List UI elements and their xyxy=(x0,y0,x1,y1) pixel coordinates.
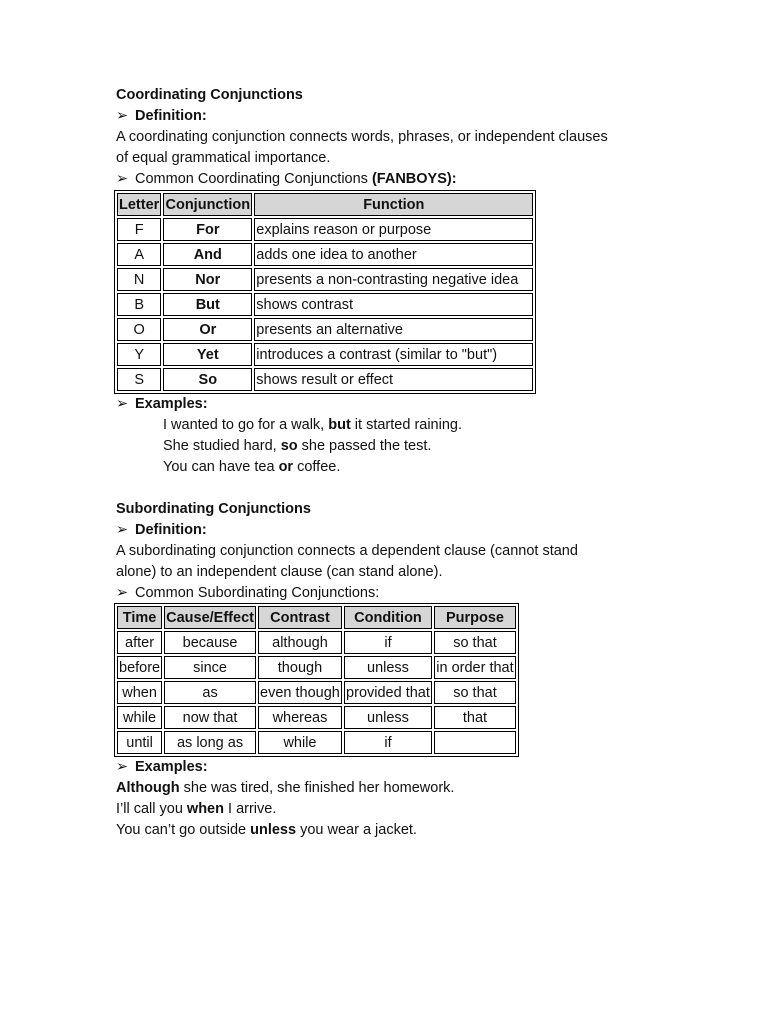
table-cell: when xyxy=(117,681,162,704)
arrowhead-bullet-icon: ➢ xyxy=(116,521,129,538)
example-text: she was tired, she finished her homework. xyxy=(179,780,455,797)
document-page xyxy=(116,85,676,841)
conjunction-cell: So xyxy=(163,368,252,391)
letter-cell: A xyxy=(117,243,161,266)
arrowhead-bullet-icon: ➢ xyxy=(116,170,129,187)
function-cell: presents an alternative xyxy=(254,318,533,341)
column-header-contrast: Contrast xyxy=(258,606,342,629)
column-header-time: Time xyxy=(117,606,162,629)
table-cell: because xyxy=(164,631,256,654)
letter-cell: F xyxy=(117,218,161,241)
table-row xyxy=(117,368,533,391)
fanboys-table xyxy=(114,190,536,394)
definition-label: Definition: xyxy=(135,521,207,538)
arrowhead-bullet-icon: ➢ xyxy=(116,396,129,413)
table-cell: as long as xyxy=(164,731,256,754)
table-cell: that xyxy=(434,706,516,729)
example-keyword: when xyxy=(186,801,224,818)
conjunction-cell: And xyxy=(163,243,252,266)
table-row xyxy=(117,243,533,266)
table-cell: if xyxy=(344,631,432,654)
letter-cell: B xyxy=(117,293,161,316)
table-row xyxy=(117,706,516,729)
arrowhead-bullet-icon: ➢ xyxy=(116,759,129,776)
example-sentence xyxy=(116,820,676,841)
column-header-purpose: Purpose xyxy=(434,606,516,629)
table-header-row xyxy=(117,606,516,629)
table-header-row xyxy=(117,193,533,216)
table-cell: if xyxy=(344,731,432,754)
letter-cell: Y xyxy=(117,343,161,366)
coordinating-heading: Coordinating Conjunctions xyxy=(116,87,303,103)
example-text: you wear a jacket. xyxy=(296,822,417,839)
function-cell: introduces a contrast (similar to "but") xyxy=(254,343,533,366)
table-row xyxy=(117,318,533,341)
table-row xyxy=(117,218,533,241)
conjunction-cell: Nor xyxy=(163,268,252,291)
example-text: I arrive. xyxy=(223,801,277,818)
subordinating-common-label-line xyxy=(116,583,676,604)
arrowhead-bullet-icon: ➢ xyxy=(116,584,129,601)
example-sentence xyxy=(116,457,676,478)
example-sentence xyxy=(116,778,676,799)
fanboys-label: (FANBOYS): xyxy=(371,170,457,187)
subordinating-examples-label-line xyxy=(116,757,676,778)
table-row xyxy=(117,681,516,704)
example-sentence xyxy=(116,436,676,457)
table-row xyxy=(117,343,533,366)
table-cell: unless xyxy=(344,706,432,729)
subordinating-definition-label-line xyxy=(116,520,676,541)
table-cell: even though xyxy=(258,681,342,704)
conjunction-cell: But xyxy=(163,293,252,316)
function-cell: explains reason or purpose xyxy=(254,218,533,241)
subordinating-definition-line-1: A subordinating conjunction connects a dependent clause (cannot stand xyxy=(116,542,578,559)
table-cell: since xyxy=(164,656,256,679)
example-keyword: unless xyxy=(250,822,297,839)
letter-cell: N xyxy=(117,268,161,291)
table-cell-empty xyxy=(434,731,516,754)
table-row xyxy=(117,293,533,316)
coordinating-definition-line-1: A coordinating conjunction connects words, phrases, or independent clauses xyxy=(116,128,608,145)
table-row xyxy=(117,631,516,654)
section-spacer xyxy=(116,478,676,499)
table-cell: after xyxy=(117,631,162,654)
conjunction-cell: For xyxy=(163,218,252,241)
table-cell: before xyxy=(117,656,162,679)
example-text: You can have tea xyxy=(163,459,279,476)
column-header-letter: Letter xyxy=(117,193,161,216)
column-header-conjunction: Conjunction xyxy=(163,193,252,216)
table-cell: while xyxy=(117,706,162,729)
subordinating-definition-line-2: alone) to an independent clause (can stand alone). xyxy=(116,563,443,580)
table-cell: in order that xyxy=(434,656,516,679)
conjunction-cell: Or xyxy=(163,318,252,341)
coordinating-definition-line-2: of equal grammatical importance. xyxy=(116,149,331,166)
coordinating-common-label-line xyxy=(116,169,676,190)
table-row xyxy=(117,268,533,291)
example-sentence xyxy=(116,799,676,820)
table-cell: so that xyxy=(434,681,516,704)
function-cell: shows contrast xyxy=(254,293,533,316)
table-cell: now that xyxy=(164,706,256,729)
table-cell: while xyxy=(258,731,342,754)
column-header-condition: Condition xyxy=(344,606,432,629)
example-text: it started raining. xyxy=(350,417,463,434)
common-label: Common Subordinating Conjunctions: xyxy=(135,584,380,601)
example-text: She studied hard, xyxy=(163,438,281,455)
letter-cell: O xyxy=(117,318,161,341)
example-text: coffee. xyxy=(293,459,341,476)
examples-label: Examples: xyxy=(135,759,208,776)
function-cell: presents a non-contrasting negative idea xyxy=(254,268,533,291)
examples-label: Examples: xyxy=(135,396,208,413)
table-cell: so that xyxy=(434,631,516,654)
table-cell: whereas xyxy=(258,706,342,729)
definition-label: Definition: xyxy=(135,107,207,124)
function-cell: shows result or effect xyxy=(254,368,533,391)
example-text: I’ll call you xyxy=(116,801,187,818)
example-sentence xyxy=(116,415,676,436)
example-keyword: so xyxy=(280,438,298,455)
table-cell: until xyxy=(117,731,162,754)
example-keyword: but xyxy=(328,417,351,434)
coordinating-definition-label-line xyxy=(116,106,676,127)
table-cell: though xyxy=(258,656,342,679)
table-cell: as xyxy=(164,681,256,704)
table-cell: although xyxy=(258,631,342,654)
subordinating-table xyxy=(114,603,519,757)
table-row xyxy=(117,656,516,679)
example-keyword: or xyxy=(278,459,294,476)
example-text: You can’t go outside xyxy=(116,822,251,839)
table-cell: unless xyxy=(344,656,432,679)
table-row xyxy=(117,731,516,754)
example-text: I wanted to go for a walk, xyxy=(163,417,329,434)
common-label: Common Coordinating Conjunctions xyxy=(135,170,372,187)
coordinating-examples-label-line xyxy=(116,394,676,415)
letter-cell: S xyxy=(117,368,161,391)
subordinating-heading: Subordinating Conjunctions xyxy=(116,501,311,518)
function-cell: adds one idea to another xyxy=(254,243,533,266)
column-header-cause-effect: Cause/Effect xyxy=(164,606,256,629)
column-header-function: Function xyxy=(254,193,533,216)
conjunction-cell: Yet xyxy=(163,343,252,366)
example-keyword: Although xyxy=(116,780,180,797)
table-cell: provided that xyxy=(344,681,432,704)
example-text: she passed the test. xyxy=(297,438,432,455)
arrowhead-bullet-icon: ➢ xyxy=(116,107,129,124)
